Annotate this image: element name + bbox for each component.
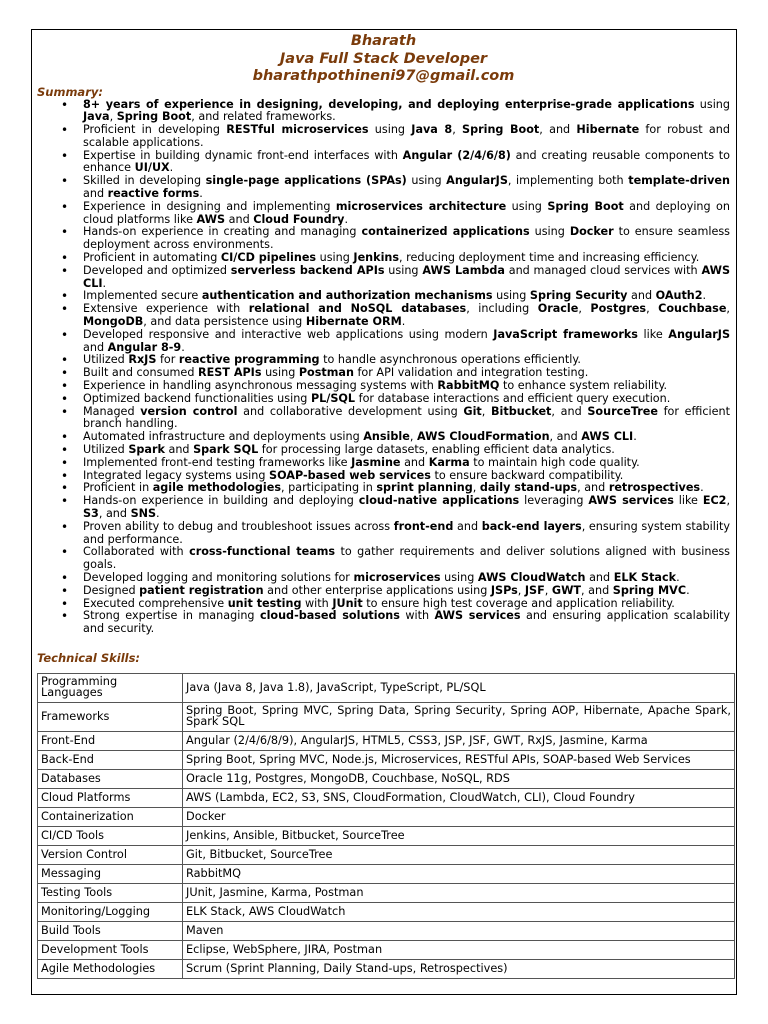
summary-bold-text: Spring Boot bbox=[462, 123, 540, 137]
summary-text: , bbox=[726, 302, 730, 316]
summary-text: , and bbox=[577, 481, 609, 495]
summary-item bbox=[83, 329, 730, 355]
resume-page bbox=[31, 29, 737, 995]
summary-text: Developed and optimized bbox=[83, 263, 231, 277]
table-row bbox=[38, 750, 735, 769]
skill-category: Frameworks bbox=[38, 702, 183, 731]
skill-value: ELK Stack, AWS CloudWatch bbox=[183, 902, 735, 921]
skill-value: RabbitMQ bbox=[183, 864, 735, 883]
summary-text: using bbox=[316, 251, 354, 265]
table-row bbox=[38, 845, 735, 864]
summary-text: , bbox=[472, 481, 480, 495]
summary-bold-text: cloud-based solutions bbox=[259, 609, 400, 623]
summary-text: for efficient branch handling. bbox=[83, 404, 730, 431]
summary-text: . bbox=[156, 507, 160, 520]
summary-item bbox=[83, 226, 730, 252]
summary-bold-text: AWS CLI bbox=[581, 430, 634, 444]
table-row bbox=[38, 883, 735, 902]
skill-value: Scrum (Sprint Planning, Daily Stand-ups, Retrospectives) bbox=[183, 959, 735, 978]
summary-item bbox=[83, 546, 730, 572]
summary-text: Strong expertise in managing bbox=[83, 609, 260, 623]
summary-text: Integrated legacy systems using bbox=[83, 468, 270, 482]
summary-text: . bbox=[676, 570, 680, 584]
summary-item bbox=[83, 521, 730, 547]
summary-bold-text: version control bbox=[140, 404, 238, 418]
skill-category: Development Tools bbox=[38, 940, 183, 959]
summary-text: , and bbox=[98, 507, 131, 520]
table-row bbox=[38, 826, 735, 845]
table-row bbox=[38, 769, 735, 788]
summary-item bbox=[83, 99, 730, 125]
summary-bold-text: Spark bbox=[128, 443, 165, 457]
summary-bold-text: AWS services bbox=[434, 609, 521, 623]
skill-value: JUnit, Jasmine, Karma, Postman bbox=[183, 883, 735, 902]
summary-bold-text: CI/CD pipelines bbox=[220, 251, 317, 265]
summary-text: Automated infrastructure and deployments using bbox=[83, 430, 364, 444]
summary-text: , and bbox=[549, 430, 582, 444]
table-row bbox=[38, 807, 735, 826]
summary-text: Managed bbox=[83, 404, 141, 418]
summary-text: and ensuring application scalability and security. bbox=[83, 609, 730, 636]
summary-bold-text: Spring Security bbox=[529, 289, 628, 303]
summary-text: , bbox=[517, 583, 525, 597]
summary-text: using bbox=[406, 174, 447, 188]
candidate-email: bharathpothineni97@gmail.com bbox=[252, 68, 515, 84]
skill-category: Testing Tools bbox=[38, 883, 183, 902]
summary-text: and bbox=[627, 289, 656, 303]
summary-text: , participating in bbox=[281, 481, 377, 495]
skill-value: Git, Bitbucket, SourceTree bbox=[183, 845, 735, 864]
summary-text: , and bbox=[551, 404, 588, 418]
summary-text: like bbox=[637, 327, 669, 341]
summary-bold-text: Karma bbox=[428, 455, 470, 469]
summary-bold-text: Spring Boot bbox=[547, 199, 624, 213]
skill-category: Monitoring/Logging bbox=[38, 902, 183, 921]
skill-category: Agile Methodologies bbox=[38, 959, 183, 978]
summary-bold-text: Java bbox=[83, 110, 110, 124]
summary-text: with bbox=[399, 609, 435, 623]
summary-bold-text: AWS bbox=[196, 212, 226, 226]
summary-text: for processing large datasets, enabling efficient data analytics. bbox=[258, 443, 615, 457]
summary-bold-text: cloud-native applications bbox=[358, 494, 520, 508]
summary-text: and bbox=[585, 570, 614, 584]
summary-text: . bbox=[199, 187, 203, 201]
summary-bold-text: template-driven bbox=[628, 174, 730, 188]
summary-bold-text: AWS CloudWatch bbox=[477, 570, 586, 584]
technical-skills-table bbox=[37, 673, 735, 979]
skill-category: Containerization bbox=[38, 807, 183, 826]
summary-text: Utilized bbox=[83, 353, 129, 367]
summary-text: Proficient in automating bbox=[83, 251, 221, 265]
skill-category: CI/CD Tools bbox=[38, 826, 183, 845]
summary-text: Utilized bbox=[83, 443, 129, 457]
summary-text: Implemented secure bbox=[83, 289, 202, 303]
summary-bold-text: AngularJS bbox=[446, 174, 508, 188]
summary-text: , bbox=[578, 302, 591, 316]
technical-skills-heading: Technical Skills: bbox=[37, 650, 141, 665]
summary-item bbox=[83, 175, 730, 201]
summary-item bbox=[83, 495, 730, 521]
summary-bold-text: Postman bbox=[298, 366, 354, 380]
skill-value: Angular (2/4/6/8/9), AngularJS, HTML5, CSS3, JSP, JSF, GWT, RxJS, Jasmine, Karma bbox=[183, 731, 735, 750]
summary-text: Expertise in building dynamic front-end interfaces with bbox=[83, 148, 403, 162]
summary-item bbox=[83, 124, 730, 150]
skill-value: Java (Java 8, Java 1.8), JavaScript, TypeScript, PL/SQL bbox=[183, 673, 735, 702]
skill-category: Databases bbox=[38, 769, 183, 788]
summary-text: Proficient in bbox=[83, 481, 153, 495]
summary-bold-text: serverless backend APIs bbox=[230, 263, 385, 277]
summary-bold-text: UI/UX bbox=[134, 161, 170, 175]
summary-heading: Summary: bbox=[37, 84, 103, 99]
summary-text: Extensive experience with bbox=[83, 302, 249, 316]
summary-text: and bbox=[400, 455, 429, 469]
skill-value: Docker bbox=[183, 807, 735, 826]
summary-bold-text: Jasmine bbox=[351, 455, 401, 469]
summary-bold-text: SourceTree bbox=[587, 404, 658, 418]
summary-text: Experience in designing and implementing bbox=[83, 199, 336, 213]
skill-category: Build Tools bbox=[38, 921, 183, 940]
skill-category: Messaging bbox=[38, 864, 183, 883]
table-row bbox=[38, 731, 735, 750]
summary-text: like bbox=[673, 494, 703, 508]
summary-bold-text: patient registration bbox=[139, 583, 264, 597]
summary-text: to maintain high code quality. bbox=[469, 455, 640, 469]
summary-text: Proven ability to debug and troubleshoot issues across bbox=[83, 519, 394, 533]
summary-text: . bbox=[344, 212, 349, 226]
summary-bold-text: RESTful microservices bbox=[226, 123, 369, 137]
summary-text: for robust and scalable applications. bbox=[83, 123, 730, 149]
table-row bbox=[38, 864, 735, 883]
summary-text: using bbox=[261, 366, 299, 380]
summary-text: for database interactions and efficient query execution. bbox=[355, 391, 671, 405]
candidate-title: Java Full Stack Developer bbox=[279, 50, 488, 67]
summary-bold-text: SOAP-based web services bbox=[269, 468, 431, 482]
summary-bold-text: AWS CloudFormation bbox=[416, 430, 550, 444]
summary-text: Developed responsive and interactive web applications using modern bbox=[83, 327, 494, 341]
summary-text: Implemented front-end testing frameworks like bbox=[83, 455, 352, 469]
skill-category: Cloud Platforms bbox=[38, 788, 183, 807]
summary-text: Skilled in developing bbox=[83, 174, 206, 188]
summary-text: , ensuring system stability and performance. bbox=[83, 519, 730, 546]
summary-text: , bbox=[109, 110, 117, 124]
summary-text: , bbox=[409, 430, 417, 444]
summary-text: . bbox=[702, 289, 707, 303]
skill-category: Programming Languages bbox=[38, 673, 183, 702]
summary-bold-text: unit testing bbox=[227, 596, 302, 610]
summary-bold-text: microservices bbox=[353, 570, 441, 584]
summary-text: , implementing both bbox=[507, 174, 629, 188]
summary-text: , and bbox=[539, 123, 577, 137]
table-row bbox=[38, 959, 735, 978]
summary-bold-text: Angular (2/4/6/8) bbox=[402, 148, 511, 162]
summary-text: Proficient in developing bbox=[83, 123, 227, 137]
summary-item bbox=[83, 406, 730, 432]
summary-bold-text: agile methodologies bbox=[152, 481, 281, 495]
summary-bold-text: EC2 bbox=[702, 494, 727, 508]
summary-text: , including bbox=[466, 302, 538, 316]
summary-bold-text: sprint planning bbox=[376, 481, 473, 495]
summary-bold-text: Couchbase bbox=[658, 302, 727, 316]
summary-text: using bbox=[694, 97, 730, 111]
summary-bold-text: JUnit bbox=[332, 596, 363, 610]
summary-bold-text: RxJS bbox=[128, 353, 157, 367]
summary-bold-text: Angular 8-9 bbox=[107, 340, 182, 354]
summary-text: , bbox=[726, 494, 731, 508]
summary-bold-text: Spring Boot bbox=[116, 110, 192, 124]
summary-bold-text: Hibernate bbox=[576, 123, 640, 137]
candidate-name: Bharath bbox=[350, 33, 417, 49]
summary-bold-text: Postgres bbox=[590, 302, 647, 316]
summary-text: Collaborated with bbox=[83, 545, 190, 559]
summary-item bbox=[83, 303, 730, 329]
summary-bold-text: JavaScript frameworks bbox=[493, 327, 638, 341]
summary-bold-text: RabbitMQ bbox=[437, 379, 500, 393]
summary-text: Hands-on experience in building and deploying bbox=[83, 494, 359, 508]
summary-text: using bbox=[506, 199, 548, 213]
summary-text: and bbox=[164, 443, 194, 457]
summary-text: . bbox=[102, 276, 107, 290]
resume-header bbox=[37, 33, 730, 86]
summary-text: for bbox=[156, 353, 179, 367]
summary-bold-text: AWS Lambda bbox=[422, 263, 505, 277]
table-row bbox=[38, 902, 735, 921]
summary-text: . bbox=[686, 583, 690, 597]
summary-bold-text: Hibernate ORM bbox=[305, 315, 402, 329]
summary-text: Executed comprehensive bbox=[83, 596, 228, 610]
summary-bold-text: front-end bbox=[393, 519, 454, 533]
summary-text: . bbox=[401, 315, 406, 329]
table-row bbox=[38, 921, 735, 940]
skill-value: Oracle 11g, Postgres, MongoDB, Couchbase, NoSQL, RDS bbox=[183, 769, 735, 788]
summary-text: and other enterprise applications using bbox=[263, 583, 491, 597]
summary-text: and creating reusable components to enhance bbox=[83, 148, 730, 175]
summary-text: to handle asynchronous operations efficiently. bbox=[319, 353, 581, 367]
summary-text: . bbox=[181, 340, 185, 354]
skill-category: Back-End bbox=[38, 750, 183, 769]
skill-category: Front-End bbox=[38, 731, 183, 750]
summary-text: and bbox=[83, 340, 108, 354]
summary-text: . bbox=[169, 161, 174, 175]
summary-text: and bbox=[453, 519, 482, 533]
summary-bold-text: ELK Stack bbox=[613, 570, 677, 584]
summary-bold-text: OAuth2 bbox=[655, 289, 703, 303]
summary-text: using bbox=[440, 570, 478, 584]
skill-value: Spring Boot, Spring MVC, Spring Data, Spring Security, Spring AOP, Hibernate, Apache Spark, Spark SQL bbox=[183, 702, 735, 731]
table-row bbox=[38, 940, 735, 959]
summary-text: , reducing deployment time and increasing efficiency. bbox=[399, 251, 700, 265]
summary-text: , and bbox=[581, 583, 613, 597]
summary-bold-text: reactive forms bbox=[107, 187, 200, 201]
summary-bold-text: microservices architecture bbox=[335, 199, 507, 213]
summary-text: to gather requirements and deliver solutions aligned with business goals. bbox=[83, 545, 730, 572]
summary-text: leveraging bbox=[519, 494, 589, 508]
summary-bold-text: containerized applications bbox=[361, 225, 530, 239]
skill-value: Spring Boot, Spring MVC, Node.js, Microservices, RESTful APIs, SOAP-based Web Services bbox=[183, 750, 735, 769]
summary-bold-text: authentication and authorization mechanisms bbox=[201, 289, 493, 303]
summary-bold-text: GWT bbox=[551, 583, 582, 597]
summary-text: using bbox=[529, 225, 570, 239]
skill-value: Eclipse, WebSphere, JIRA, Postman bbox=[183, 940, 735, 959]
summary-bold-text: Jenkins bbox=[353, 251, 400, 265]
summary-text: for API validation and integration testing. bbox=[353, 366, 589, 380]
summary-text: Developed logging and monitoring solutions for bbox=[83, 570, 354, 584]
summary-bold-text: Ansible bbox=[363, 430, 410, 444]
summary-text: and bbox=[83, 187, 108, 201]
summary-bold-text: AngularJS bbox=[668, 327, 730, 341]
summary-bold-text: AWS CLI bbox=[83, 263, 731, 290]
summary-bold-text: reactive programming bbox=[178, 353, 320, 367]
summary-bold-text: Git bbox=[463, 404, 482, 418]
summary-text: . bbox=[700, 481, 704, 495]
table-row bbox=[38, 788, 735, 807]
summary-list bbox=[37, 99, 730, 636]
summary-text: , bbox=[481, 404, 492, 418]
summary-text: to enhance system reliability. bbox=[499, 379, 668, 393]
summary-bold-text: PL/SQL bbox=[310, 391, 356, 405]
skill-value: Maven bbox=[183, 921, 735, 940]
summary-item bbox=[83, 201, 730, 227]
summary-text: to ensure high test coverage and application reliability. bbox=[362, 596, 675, 610]
summary-bold-text: AWS services bbox=[588, 494, 674, 508]
summary-bold-text: MongoDB bbox=[83, 315, 144, 329]
summary-text: using bbox=[492, 289, 530, 303]
skill-value: AWS (Lambda, EC2, S3, SNS, CloudFormation, CloudWatch, CLI), Cloud Foundry bbox=[183, 788, 735, 807]
table-row bbox=[38, 673, 735, 702]
summary-bold-text: Bitbucket bbox=[491, 404, 552, 418]
summary-bold-text: relational and NoSQL databases bbox=[248, 302, 467, 316]
summary-text: , and data persistence using bbox=[143, 315, 306, 329]
summary-item bbox=[83, 150, 730, 176]
summary-bold-text: Spring MVC bbox=[612, 583, 687, 597]
summary-text: Hands-on experience in creating and managing bbox=[83, 225, 362, 239]
summary-bold-text: back-end layers bbox=[481, 519, 582, 533]
summary-bold-text: Docker bbox=[569, 225, 614, 239]
summary-text: Designed bbox=[83, 583, 140, 597]
summary-text: , bbox=[452, 123, 463, 137]
summary-text: with bbox=[301, 596, 333, 610]
summary-text: Built and consumed bbox=[83, 366, 198, 380]
summary-text: and deploying on cloud platforms like bbox=[83, 199, 730, 226]
summary-text: and managed cloud services with bbox=[504, 263, 702, 277]
summary-bold-text: Cloud Foundry bbox=[253, 212, 345, 226]
skill-category: Version Control bbox=[38, 845, 183, 864]
summary-bold-text: retrospectives bbox=[608, 481, 701, 495]
summary-bold-text: JSPs bbox=[490, 583, 518, 597]
summary-text: , bbox=[646, 302, 659, 316]
summary-bold-text: Spark SQL bbox=[193, 443, 259, 457]
summary-bold-text: SNS bbox=[130, 507, 157, 520]
summary-item bbox=[83, 265, 730, 291]
summary-bold-text: REST APIs bbox=[197, 366, 262, 380]
summary-bold-text: daily stand-ups bbox=[479, 481, 578, 495]
skill-value: Jenkins, Ansible, Bitbucket, SourceTree bbox=[183, 826, 735, 845]
summary-text: using bbox=[368, 123, 412, 137]
summary-bold-text: Java 8 bbox=[411, 123, 453, 137]
summary-text: using bbox=[384, 263, 423, 277]
summary-item bbox=[83, 610, 730, 636]
summary-bold-text: 8+ years of experience in designing, developing, and deploying enterprise-grade applications bbox=[83, 97, 695, 111]
summary-bold-text: Oracle bbox=[537, 302, 579, 316]
summary-text: to ensure backward compatibility. bbox=[430, 468, 624, 482]
summary-text: and collaborative development using bbox=[237, 404, 464, 418]
summary-bold-text: JSF bbox=[524, 583, 545, 597]
summary-bold-text: S3 bbox=[83, 507, 99, 520]
summary-text: . bbox=[633, 430, 637, 444]
summary-text: , and related frameworks. bbox=[191, 110, 336, 124]
summary-text: , bbox=[544, 583, 552, 597]
table-row bbox=[38, 702, 735, 731]
summary-text: Optimized backend functionalities using bbox=[83, 391, 311, 405]
summary-text: Experience in handling asynchronous messaging systems with bbox=[83, 379, 438, 393]
summary-text: and bbox=[225, 212, 254, 226]
summary-bold-text: single-page applications (SPAs) bbox=[205, 174, 407, 188]
summary-bold-text: cross-functional teams bbox=[189, 545, 336, 559]
summary-text: to ensure seamless deployment across environments. bbox=[83, 225, 730, 252]
